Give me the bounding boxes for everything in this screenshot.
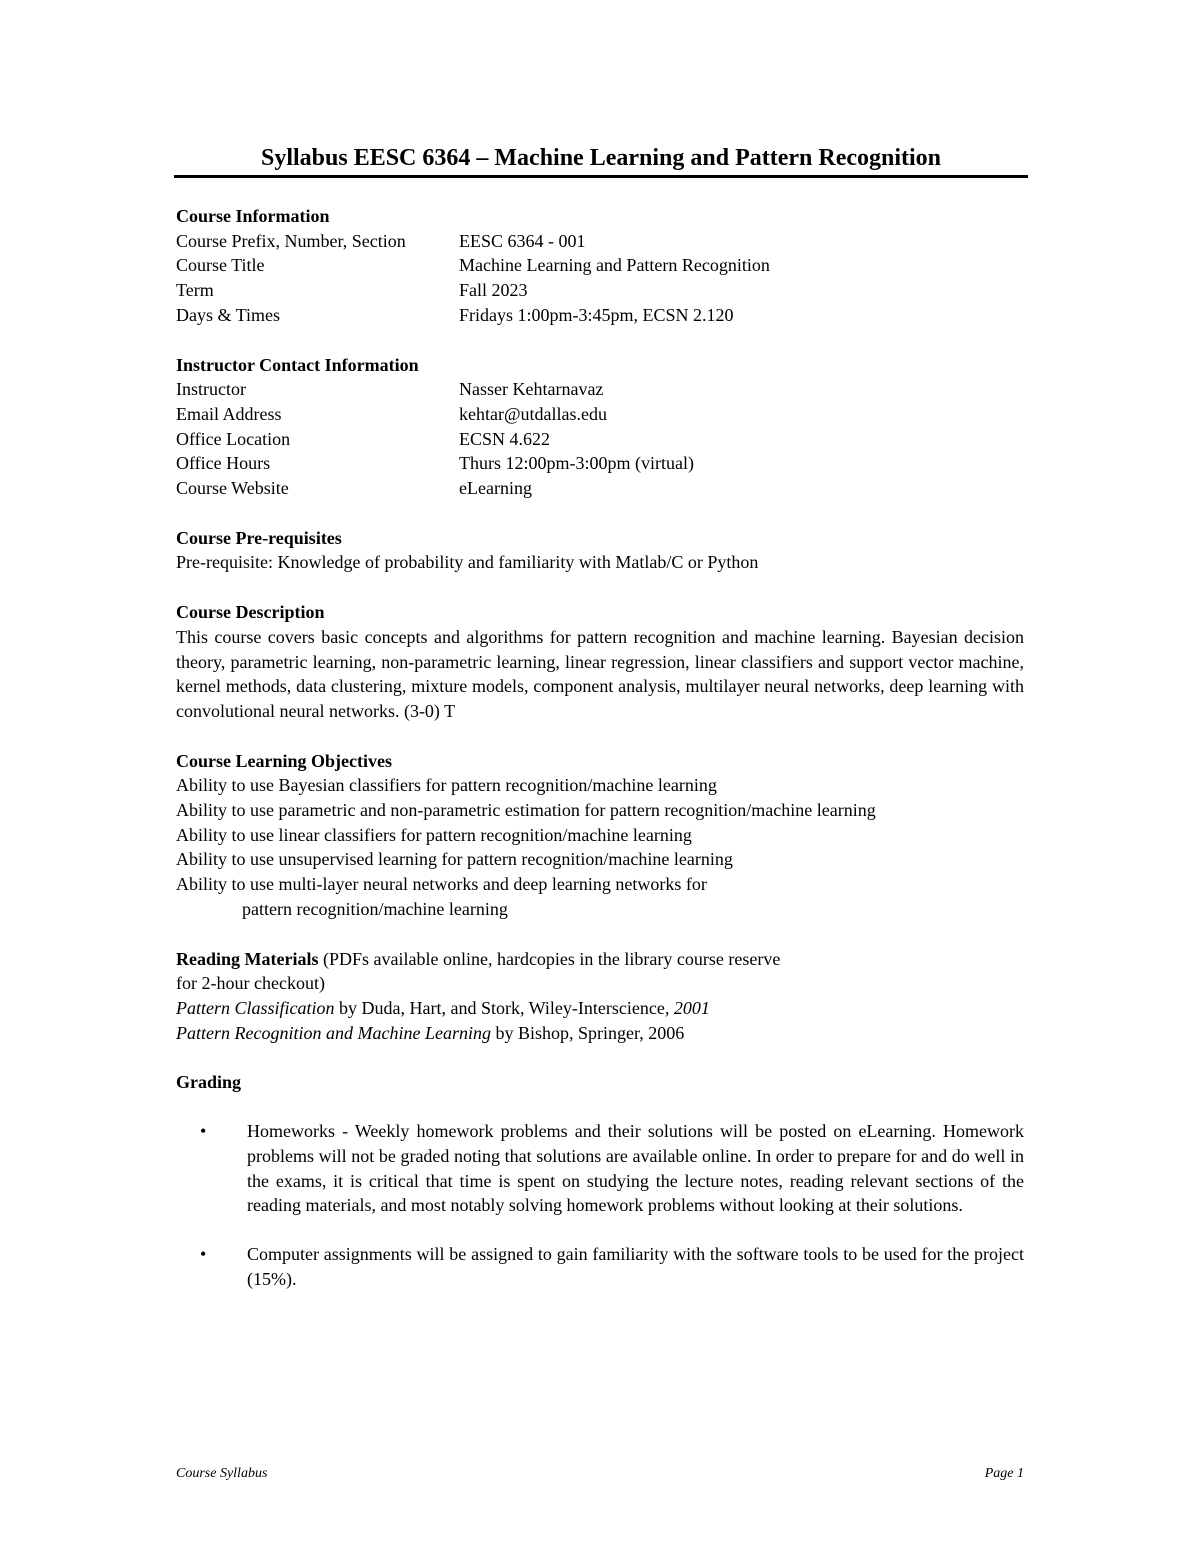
info-row xyxy=(176,229,1024,254)
contact-key: Email Address xyxy=(176,403,282,424)
objective-item: Ability to use linear classifiers for pattern recognition/machine learning xyxy=(176,824,692,845)
info-value: Fridays 1:00pm-3:45pm, ECSN 2.120 xyxy=(459,304,734,325)
grading-list xyxy=(176,1119,1024,1291)
info-row xyxy=(176,278,1024,303)
objective-item: Ability to use parametric and non-parametric estimation for pattern recognition/machine learning xyxy=(176,800,876,821)
book-details: by Bishop, Springer, 2006 xyxy=(490,1022,685,1043)
reading-note-continued: for 2-hour checkout) xyxy=(176,973,325,994)
contact-key: Instructor xyxy=(176,379,246,400)
book-title: Pattern Classification xyxy=(176,997,335,1018)
contact-key: Office Hours xyxy=(176,453,271,474)
grading-item-text: Computer assignments will be assigned to gain familiarity with the software tools to be used for the project (15%). xyxy=(247,1243,1024,1289)
contact-key: Office Location xyxy=(176,428,291,449)
course-information-section xyxy=(176,204,1024,328)
section-heading: Course Description xyxy=(176,602,325,623)
book-year: , 2001 xyxy=(664,997,710,1018)
contact-value: eLearning xyxy=(459,478,532,499)
email-link[interactable]: kehtar@utdallas.edu xyxy=(459,403,608,424)
info-row xyxy=(176,253,1024,278)
section-heading: Reading Materials xyxy=(176,948,319,969)
info-key: Course Title xyxy=(176,255,265,276)
prerequisites-section xyxy=(176,526,1024,575)
contact-key: Course Website xyxy=(176,478,289,499)
footer-left: Course Syllabus xyxy=(176,1466,268,1481)
description-text: This course covers basic concepts and algorithms for pattern recognition and machine learning. Bayesian decision theory, parametric learning, non-parametric learning, linear regression, linear classifiers and support vector machine, kernel methods, data clustering, mixture models, component analysis, multilayer neural networks, deep learning with convolutional neural networks. (3-0) T xyxy=(176,626,1024,721)
reading-book xyxy=(176,996,1024,1021)
contact-row xyxy=(176,427,1024,452)
objective-continuation: pattern recognition/machine learning xyxy=(242,898,508,919)
info-value: Fall 2023 xyxy=(459,280,528,301)
info-value: Machine Learning and Pattern Recognition xyxy=(459,255,770,276)
page-title: Syllabus EESC 6364 – Machine Learning and Pattern Recognition xyxy=(260,145,942,171)
reading-book xyxy=(176,1021,1024,1046)
grading-item-text: Homeworks - Weekly homework problems and their solutions will be posted on eLearning. Homework problems will not be graded noting that solutions are available online. In order to prepare for and do well in the exams, it is critical that time is spent on studying the lecture notes, reading relevant sections of the reading materials, and most notably solving homework problems without looking at their solutions. xyxy=(247,1121,1024,1216)
title-underline xyxy=(174,175,1028,178)
footer-page-number: Page 1 xyxy=(984,1466,1024,1481)
book-details: by Duda, Hart, and Stork, Wiley-Interscience xyxy=(334,997,665,1018)
info-row xyxy=(176,303,1024,328)
contact-value: Nasser Kehtarnavaz xyxy=(459,379,604,400)
description-section xyxy=(176,600,1024,724)
grading-item xyxy=(176,1242,1024,1291)
objectives-section xyxy=(176,749,1024,922)
contact-row xyxy=(176,402,1024,427)
contact-value: ECSN 4.622 xyxy=(459,428,551,449)
bullet-icon: • xyxy=(200,1243,207,1264)
info-key: Days & Times xyxy=(176,304,281,325)
info-key: Term xyxy=(176,280,214,301)
grading-item xyxy=(176,1119,1024,1218)
instructor-contact-section xyxy=(176,353,1024,501)
objective-item: Ability to use Bayesian classifiers for pattern recognition/machine learning xyxy=(176,775,717,796)
objective-item: Ability to use multi-layer neural networks and deep learning networks for xyxy=(176,874,707,895)
book-title: Pattern Recognition and Machine Learning xyxy=(176,1022,491,1043)
reading-materials-section xyxy=(176,947,1024,1046)
bullet-icon: • xyxy=(200,1121,207,1142)
contact-row xyxy=(176,476,1024,501)
info-value: EESC 6364 - 001 xyxy=(459,230,586,251)
prerequisites-text: Pre-requisite: Knowledge of probability and familiarity with Matlab/C or Python xyxy=(176,552,759,573)
info-key: Course Prefix, Number, Section xyxy=(176,230,406,251)
contact-row xyxy=(176,451,1024,476)
grading-section xyxy=(176,1070,1024,1291)
document-body xyxy=(176,204,1024,1316)
contact-row xyxy=(176,377,1024,402)
contact-value: Thurs 12:00pm-3:00pm (virtual) xyxy=(459,453,694,474)
section-heading: Grading xyxy=(176,1072,242,1093)
section-heading: Course Learning Objectives xyxy=(176,750,392,771)
section-heading: Instructor Contact Information xyxy=(176,354,419,375)
reading-note: (PDFs available online, hardcopies in the library course reserve xyxy=(318,948,781,969)
section-heading: Course Pre-requisites xyxy=(176,527,342,548)
reading-heading-line xyxy=(176,947,1024,972)
section-heading: Course Information xyxy=(176,206,330,226)
objective-item: Ability to use unsupervised learning for pattern recognition/machine learning xyxy=(176,849,733,870)
